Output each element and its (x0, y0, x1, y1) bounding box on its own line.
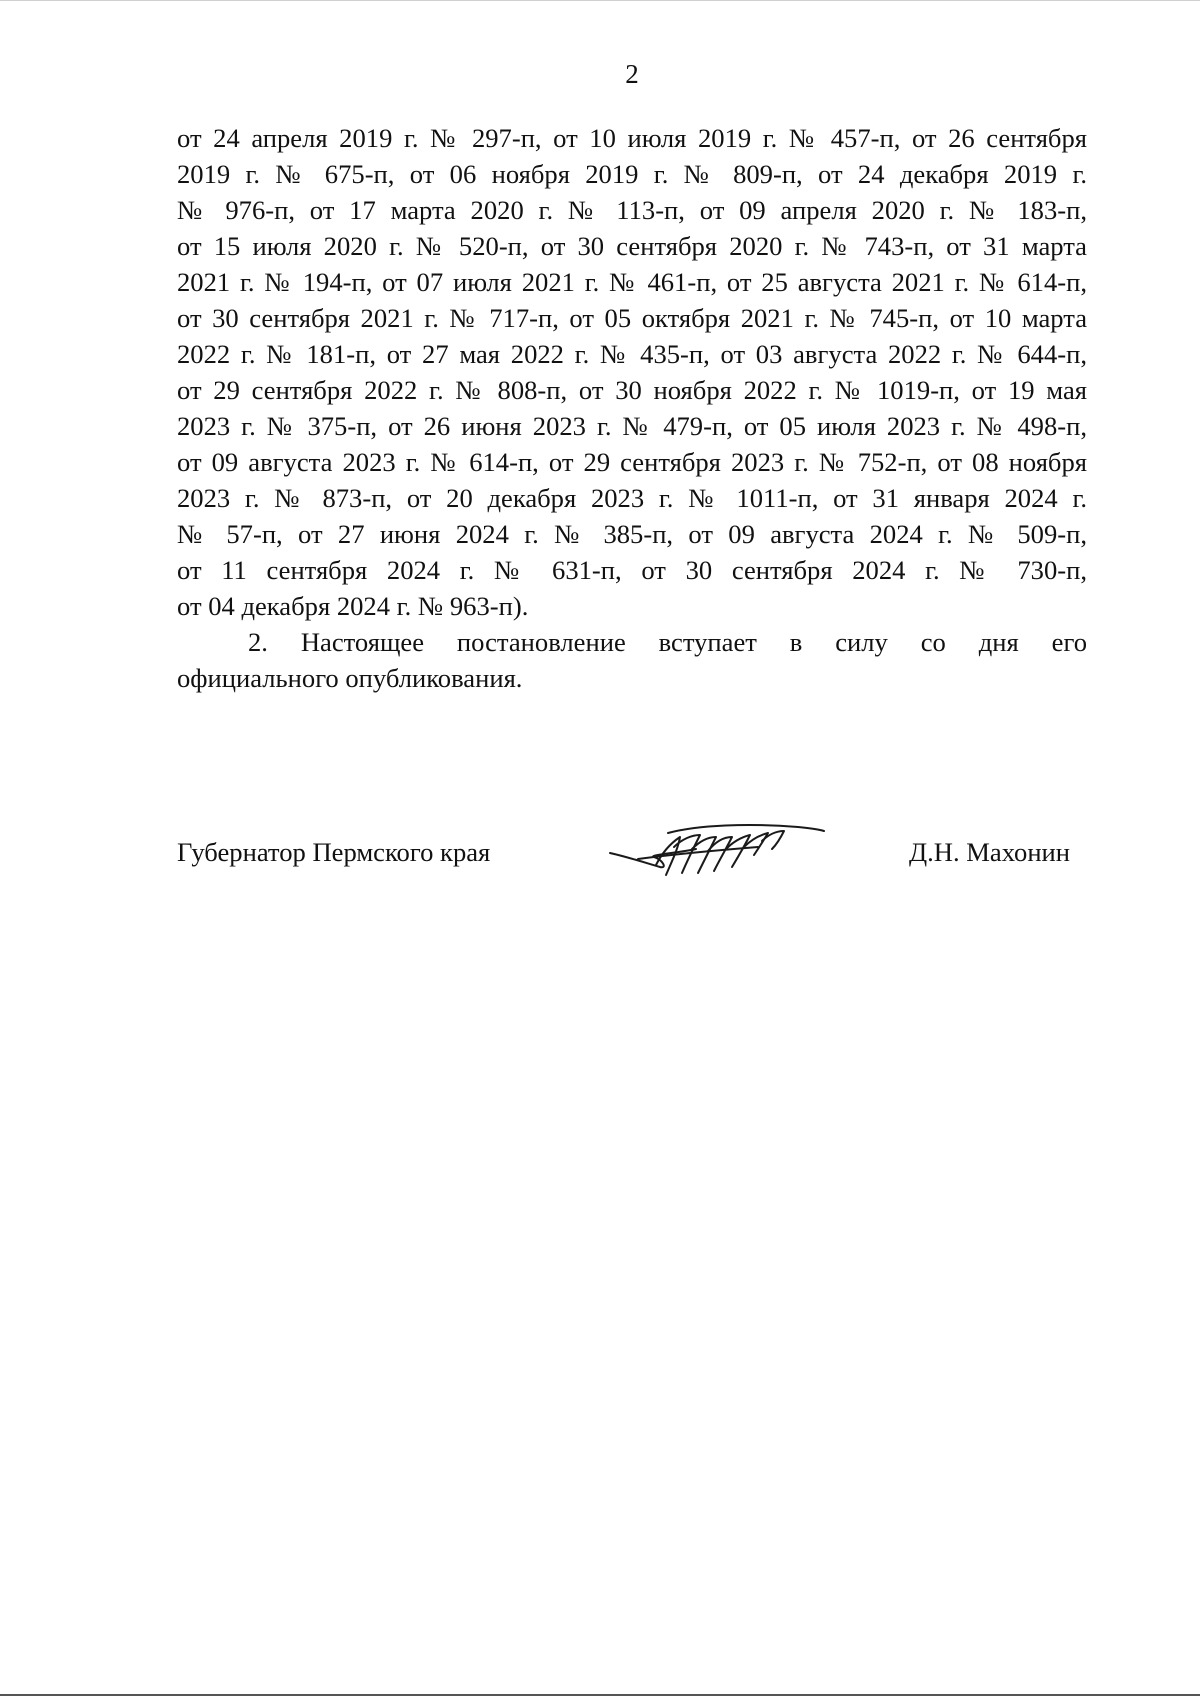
document-body (177, 120, 1087, 696)
body-line: от 09 августа 2023 г. № 614-п, от 29 сентября 2023 г. № 752-п, от 08 ноября (177, 447, 1087, 477)
body-line: от 29 сентября 2022 г. № 808-п, от 30 ноября 2022 г. № 1019-п, от 19 мая (177, 375, 1087, 405)
body-line: от 04 декабря 2024 г. № 963-п). (177, 591, 529, 621)
body-line: от 11 сентября 2024 г. № 631-п, от 30 сентября 2024 г. № 730-п, (177, 555, 1087, 585)
signer-position: Губернатор Пермского края (177, 837, 491, 867)
handwritten-signature (608, 819, 828, 881)
signer-name: Д.Н. Махонин (909, 837, 1071, 867)
body-line: № 976-п, от 17 марта 2020 г. № 113-п, от 09 апреля 2020 г. № 183-п, (177, 195, 1087, 225)
body-line: от 15 июля 2020 г. № 520-п, от 30 сентября 2020 г. № 743-п, от 31 марта (177, 231, 1087, 261)
body-line: 2023 г. № 873-п, от 20 декабря 2023 г. № 1011-п, от 31 января 2024 г. (177, 483, 1087, 513)
body-line: № 57-п, от 27 июня 2024 г. № 385-п, от 09 августа 2024 г. № 509-п, (177, 519, 1087, 549)
page-number: 2 (625, 59, 639, 89)
body-line: 2021 г. № 194-п, от 07 июля 2021 г. № 461-п, от 25 августа 2021 г. № 614-п, (177, 267, 1087, 297)
body-line: 2023 г. № 375-п, от 26 июня 2023 г. № 479-п, от 05 июля 2023 г. № 498-п, (177, 411, 1087, 441)
body-line: от 24 апреля 2019 г. № 297-п, от 10 июля 2019 г. № 457-п, от 26 сентября (177, 123, 1087, 153)
body-line: 2019 г. № 675-п, от 06 ноября 2019 г. № 809-п, от 24 декабря 2019 г. (177, 159, 1087, 189)
body-line: от 30 сентября 2021 г. № 717-п, от 05 октября 2021 г. № 745-п, от 10 марта (177, 303, 1087, 333)
paragraph-2-line: 2. Настоящее постановление вступает в силу со дня его (248, 627, 1087, 657)
body-line: 2022 г. № 181-п, от 27 мая 2022 г. № 435-п, от 03 августа 2022 г. № 644-п, (177, 339, 1087, 369)
paragraph-2-line: официального опубликования. (177, 663, 523, 693)
